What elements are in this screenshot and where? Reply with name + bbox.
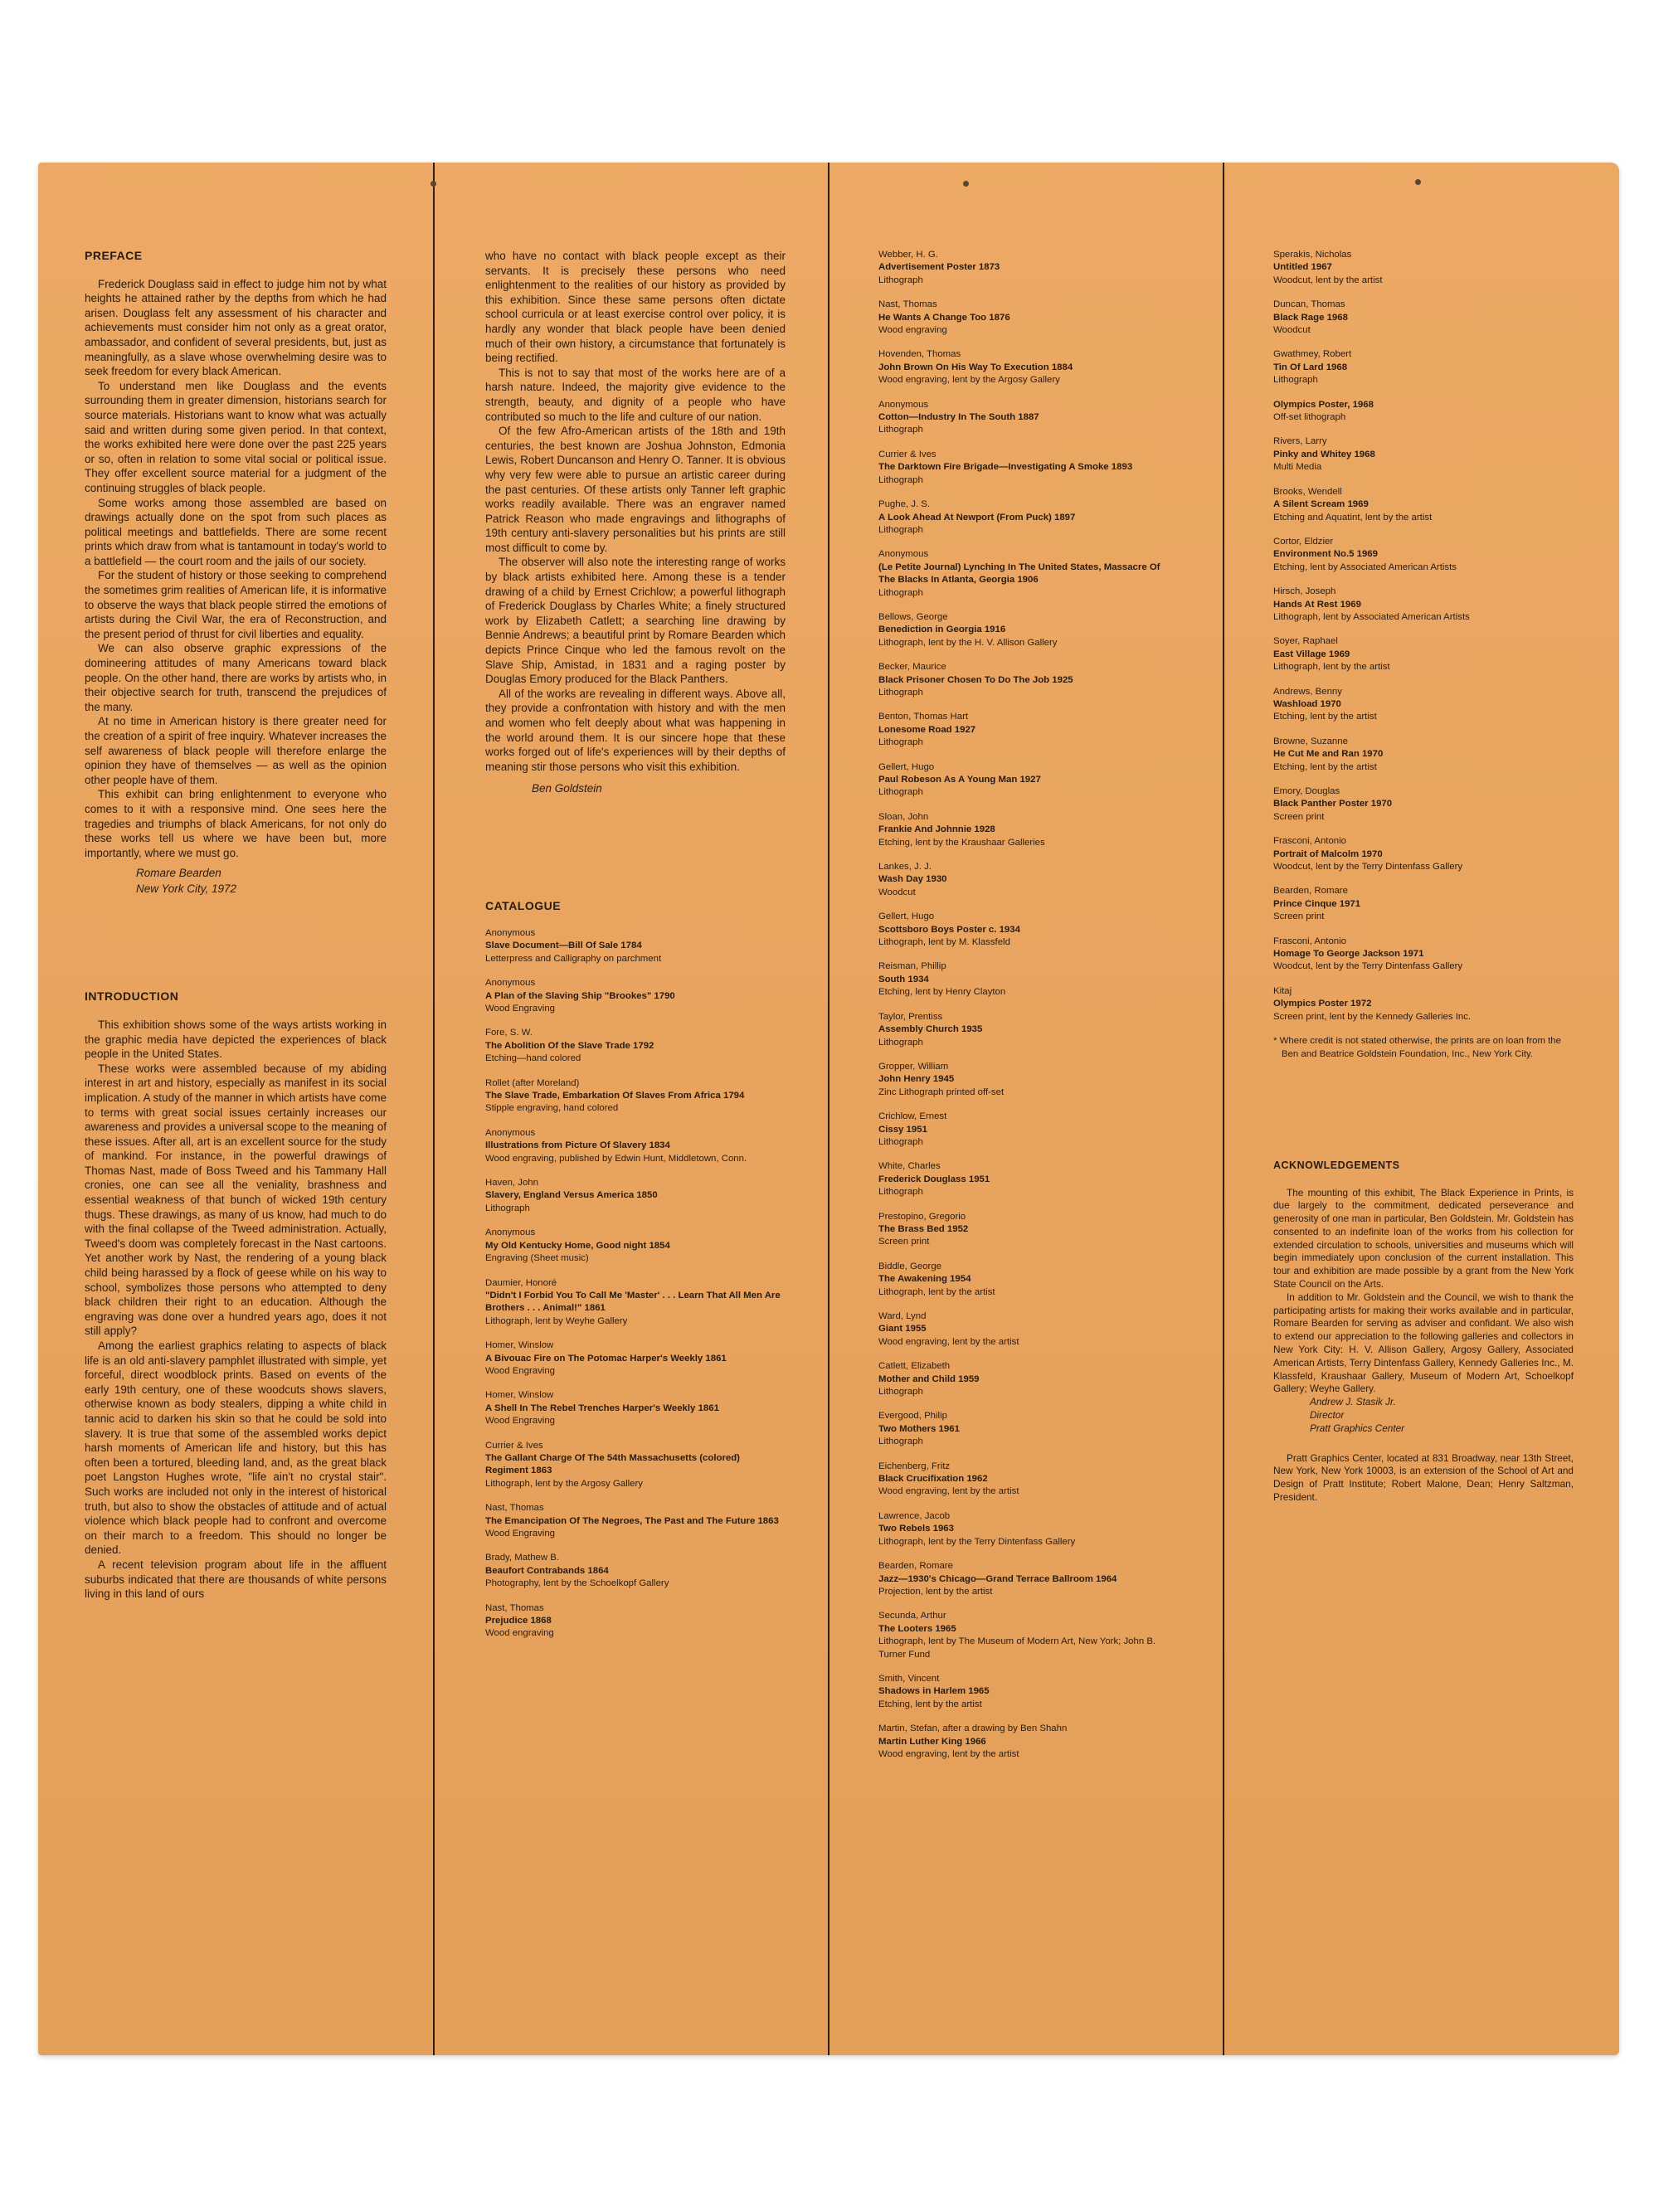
catalogue-entry: [1273, 736, 1574, 774]
catalogue-entry: [878, 711, 1177, 749]
entry-title: John Brown On His Way To Execution 1884: [878, 362, 1073, 372]
introduction-paragraph: These works were assembled because of my abiding interest in art and history, especially as manifest in its social implication. A study of the manner in which artists have come to terms with great social issues certainly increases our awareness and provides a universal scope to the meaning of these issues. After all, art is an excellent source for the study of mankind. For instance, in the powerful drawings of Thomas Nast, made of Boss Tweed and his Tammany Hall cronies, one can see all the veniality, brashness and essential weakness of that bunch of wicked 19th century thugs. These drawings, as many of us know, had much to do with the final collapse of the Tweed administration. Actually, Tweed's doom was completely forecast in the Nast cartoons. Yet another work by Nast, the rendering of a young black child being harassed by a flock of geese while on his way to school, symbolizes those persons who attempted to deny black children their right to an education. Although the engraving was done over a hundred years ago, does it not still apply?: [85, 1062, 387, 1338]
entry-medium: Lithograph: [878, 425, 923, 435]
entry-artist: Webber, H. G.: [878, 250, 938, 260]
entry-medium: Lithograph: [878, 787, 923, 798]
entry-medium: Stipple engraving, hand colored: [485, 1103, 619, 1114]
catalogue-entry: [1273, 586, 1574, 624]
entry-artist: Eichenberg, Fritz: [878, 1461, 951, 1471]
entry-artist: Reisman, Phillip: [878, 961, 946, 972]
catalogue-entry: [485, 927, 786, 965]
pin-hole: [431, 181, 436, 187]
entry-medium: Lithograph, lent by M. Klassfeld: [878, 937, 1010, 948]
entry-title: He Cut Me and Ran 1970: [1273, 749, 1384, 760]
entry-title: My Old Kentucky Home, Good night 1854: [485, 1240, 670, 1251]
entry-artist: Sloan, John: [878, 811, 929, 822]
catalogue-entry: [878, 761, 1177, 800]
entry-artist: Lankes, J. J.: [878, 862, 932, 873]
essay-signature: Ben Goldstein: [532, 782, 602, 795]
entry-title: Giant 1955: [878, 1324, 927, 1334]
catalogue-entry: [878, 1510, 1177, 1548]
catalogue-entry: [878, 960, 1177, 999]
catalogue-entry: [878, 1111, 1177, 1149]
entry-artist: Currier & Ives: [485, 1440, 543, 1451]
entry-artist: Fore, S. W.: [485, 1028, 533, 1038]
entry-artist: Biddle, George: [878, 1261, 941, 1271]
column-2: [485, 249, 786, 1652]
catalogue-list-2: [878, 249, 1177, 1761]
entry-title: Prince Cinque 1971: [1273, 898, 1361, 909]
entry-artist: Frasconi, Antonio: [1273, 836, 1347, 847]
entry-title: "Didn't I Forbid You To Call Me 'Master' . . . Learn That All Men Are Brothers . . . Animal!" 1861: [485, 1290, 781, 1314]
entry-medium: Lithograph, lent by the artist: [878, 1286, 995, 1297]
acknowledgements-heading: ACKNOWLEDGEMENTS: [1273, 1159, 1400, 1171]
entry-title: A Bivouac Fire on The Potomac Harper's Weekly 1861: [485, 1353, 727, 1364]
entry-artist: Pughe, J. S.: [878, 499, 931, 510]
catalogue-entry: [1273, 399, 1574, 425]
entry-title: Two Mothers 1961: [878, 1423, 960, 1434]
entry-title: The Slave Trade, Embarkation Of Slaves From Africa 1794: [485, 1091, 745, 1101]
entry-medium: Etching, lent by Associated American Artists: [1273, 562, 1457, 572]
essay-paragraph: Of the few Afro-American artists of the 18th and 19th centuries, the best known are Joshua Johnston, Edmonia Lewis, Robert Duncanson and Henry O. Tanner. It is obvious why very few were able to pursue an artistic career during the past centuries. Of these artists only Tanner left graphic works readily available. There was an engraver named Patrick Reason who made engravings and lithographs of 19th century anti-slavery personalities but his prints are still most difficult to come by.: [485, 425, 786, 554]
entry-artist: Rivers, Larry: [1273, 436, 1327, 447]
catalogue-entry: [485, 1602, 786, 1641]
catalogue-list-1: [485, 927, 786, 1641]
catalogue-entry: [485, 1502, 786, 1540]
preface-signature: [136, 865, 387, 897]
catalogue-entry: [1273, 486, 1574, 524]
entry-title: Prejudice 1868: [485, 1616, 552, 1626]
entry-title: (Le Petite Journal) Lynching In The United States, Massacre Of The Blacks In Atlanta, Georgia 1906: [878, 562, 1160, 586]
entry-artist: Taylor, Prentiss: [878, 1011, 943, 1022]
catalogue-entry: [878, 1560, 1177, 1598]
catalogue-entry: [485, 1177, 786, 1215]
entry-artist: Gwathmey, Robert: [1273, 349, 1352, 360]
entry-artist: Anonymous: [485, 1228, 536, 1238]
entry-title: The Abolition Of the Slave Trade 1792: [485, 1040, 654, 1051]
entry-title: The Awakening 1954: [878, 1274, 971, 1285]
entry-artist: Anonymous: [878, 549, 929, 560]
catalogue-entry: [1273, 249, 1574, 287]
entry-title: Homage To George Jackson 1971: [1273, 949, 1424, 960]
column-3: [878, 249, 1177, 1772]
entry-medium: Etching, lent by the artist: [878, 1699, 982, 1709]
catalogue-entry: [485, 1027, 786, 1065]
entry-artist: Smith, Vincent: [878, 1673, 940, 1684]
acknowledgements-paragraph: In addition to Mr. Goldstein and the Council, we wish to thank the participating artists for making their works available and in particular, Romare Bearden for serving as adviser and confidant. We also wish to extend our appreciation to the following galleries and collectors in New York City: H. V. Allison Gallery, Argosy Gallery, Associated American Artists, Terry Dintenfass Gallery, Kennedy Galleries Inc., M. Klassfeld, Kraushaar Gallery, Museum of Modern Art, Schoelkopf Gallery; Weyhe Gallery.: [1273, 1291, 1574, 1395]
entry-medium: Etching, lent by the artist: [1273, 712, 1377, 722]
entry-medium: Etching—hand colored: [485, 1053, 581, 1064]
entry-artist: Anonymous: [485, 1127, 536, 1138]
catalogue-entry: [878, 1610, 1177, 1661]
catalogue-entry: [878, 1461, 1177, 1499]
catalogue-entry: [1273, 299, 1574, 337]
catalogue-entry: [878, 1310, 1177, 1349]
entry-medium: Wood engraving, lent by the Argosy Gallery: [878, 375, 1060, 386]
entry-medium: Lithograph, lent by The Museum of Modern Art, New York; John B. Turner Fund: [878, 1636, 1156, 1660]
entry-title: Advertisement Poster 1873: [878, 262, 1000, 273]
entry-title: Hands At Rest 1969: [1273, 599, 1361, 610]
entry-title: A Look Ahead At Newport (From Puck) 1897: [878, 512, 1076, 523]
pin-hole: [1415, 179, 1421, 185]
entry-artist: Emory, Douglas: [1273, 786, 1340, 796]
catalogue-entry: [1273, 348, 1574, 386]
entry-artist: Currier & Ives: [878, 449, 937, 459]
entry-medium: Wood engraving, published by Edwin Hunt, Middletown, Conn.: [485, 1153, 747, 1164]
entry-title: Cotton—Industry In The South 1887: [878, 412, 1039, 423]
catalogue-entry: [878, 299, 1177, 337]
catalogue-entry: [485, 1440, 786, 1491]
catalogue-entry: [878, 1673, 1177, 1711]
preface-paragraph: At no time in American history is there greater need for the creation of a spirit of free inquiry. Whatever increases the self awareness of black people will therefore enlarge the opinion they have of themselves — as well as the opinion other people have of them.: [85, 715, 387, 786]
entry-medium: Lithograph, lent by the Terry Dintenfass Gallery: [878, 1536, 1076, 1547]
entry-title: Assembly Church 1935: [878, 1024, 983, 1035]
entry-artist: Browne, Suzanne: [1273, 736, 1348, 746]
essay-continuation: [485, 249, 786, 774]
entry-artist: Nast, Thomas: [485, 1503, 544, 1514]
entry-title: The Darktown Fire Brigade—Investigating A Smoke 1893: [878, 462, 1133, 473]
entry-artist: Lawrence, Jacob: [878, 1510, 951, 1521]
entry-artist: Haven, John: [485, 1178, 538, 1189]
entry-artist: Crichlow, Ernest: [878, 1111, 947, 1122]
entry-artist: Homer, Winslow: [485, 1390, 554, 1401]
catalogue-entry: [878, 911, 1177, 949]
entry-medium: Wood engraving: [485, 1628, 554, 1639]
entry-medium: Lithograph: [878, 524, 923, 535]
catalogue-entry: [878, 661, 1177, 699]
entry-artist: Anonymous: [878, 399, 929, 410]
entry-artist: Brady, Mathew B.: [485, 1553, 560, 1563]
entry-medium: Lithograph, lent by the H. V. Allison Gallery: [878, 637, 1058, 648]
entry-title: Wash Day 1930: [878, 874, 947, 885]
entry-medium: Lithograph: [878, 1037, 923, 1048]
entry-medium: Wood engraving, lent by the artist: [878, 1336, 1019, 1347]
entry-artist: Sperakis, Nicholas: [1273, 250, 1352, 260]
entry-title: Black Rage 1968: [1273, 312, 1348, 323]
catalogue-entry: [485, 1552, 786, 1590]
entry-medium: Photography, lent by the Schoelkopf Gallery: [485, 1578, 669, 1589]
entry-artist: Duncan, Thomas: [1273, 299, 1345, 310]
column-1: [85, 249, 387, 1602]
catalogue-entry: [878, 498, 1177, 537]
entry-title: Portrait of Malcolm 1970: [1273, 848, 1383, 859]
entry-title: Slavery, England Versus America 1850: [485, 1190, 658, 1201]
entry-title: The Brass Bed 1952: [878, 1223, 969, 1234]
entry-medium: Woodcut, lent by the Terry Dintenfass Gallery: [1273, 862, 1463, 873]
entry-title: Martin Luther King 1966: [878, 1736, 986, 1747]
entry-medium: Lithograph: [878, 687, 923, 698]
entry-medium: Screen print, lent by the Kennedy Galleries Inc.: [1273, 1011, 1472, 1022]
entry-title: Pinky and Whitey 1968: [1273, 449, 1375, 459]
entry-title: Untitled 1967: [1273, 262, 1332, 273]
entry-title: Jazz—1930's Chicago—Grand Terrace Ballroom 1964: [878, 1573, 1117, 1584]
catalogue-entry: [1273, 635, 1574, 673]
introduction-paragraph: This exhibition shows some of the ways artists working in the graphic media have depicted the experiences of black people in the United States.: [85, 1018, 387, 1061]
director-signature: [1310, 1396, 1574, 1435]
catalogue-entry: [878, 1011, 1177, 1049]
entry-artist: Andrews, Benny: [1273, 686, 1342, 697]
entry-artist: Brooks, Wendell: [1273, 486, 1342, 497]
entry-title: Lonesome Road 1927: [878, 724, 976, 735]
entry-medium: Woodcut: [1273, 325, 1311, 336]
entry-title: Mother and Child 1959: [878, 1373, 980, 1384]
entry-medium: Lithograph, lent by the Argosy Gallery: [485, 1478, 643, 1489]
entry-medium: Lithograph: [878, 1437, 923, 1447]
catalogue-entry: [485, 1227, 786, 1265]
entry-artist: Hovenden, Thomas: [878, 349, 961, 360]
entry-artist: Anonymous: [485, 927, 536, 938]
catalogue-entry: [1273, 985, 1574, 1023]
entry-medium: Letterpress and Calligraphy on parchment: [485, 953, 662, 964]
entry-title: The Gallant Charge Of The 54th Massachusetts (colored) Regiment 1863: [485, 1452, 740, 1476]
catalogue-entry: [878, 1061, 1177, 1099]
entry-artist: Evergood, Philip: [878, 1411, 947, 1422]
entry-medium: Etching and Aquatint, lent by the artist: [1273, 512, 1433, 523]
entry-artist: Catlett, Elizabeth: [878, 1361, 951, 1372]
entry-title: Shadows in Harlem 1965: [878, 1686, 990, 1697]
entry-title: Washload 1970: [1273, 698, 1341, 709]
entry-artist: Gellert, Hugo: [878, 912, 935, 922]
catalogue-entry: [485, 1339, 786, 1378]
entry-title: Environment No.5 1969: [1273, 549, 1378, 560]
preface-heading: PREFACE: [85, 249, 143, 262]
entry-medium: Lithograph, lent by Associated American Artists: [1273, 611, 1470, 622]
catalogue-entry: [878, 548, 1177, 600]
entry-artist: Daumier, Honoré: [485, 1277, 557, 1288]
entry-medium: Lithograph: [878, 474, 923, 485]
entry-artist: Bearden, Romare: [1273, 886, 1348, 897]
catalogue-entry: [1273, 785, 1574, 824]
entry-title: The Emancipation Of The Negroes, The Past and The Future 1863: [485, 1515, 779, 1526]
entry-artist: Benton, Thomas Hart: [878, 712, 969, 722]
catalogue-entry: [1273, 885, 1574, 923]
catalogue-entry: [878, 348, 1177, 386]
column-4: [1273, 249, 1574, 1505]
introduction-paragraph: A recent television program about life in the affluent suburbs indicated that there are thousands of white persons living in this land of ours: [85, 1558, 387, 1601]
entry-title: Olympics Poster, 1968: [1273, 399, 1374, 410]
catalogue-entry: [878, 249, 1177, 287]
entry-title: Black Panther Poster 1970: [1273, 799, 1393, 809]
entry-medium: Projection, lent by the artist: [878, 1586, 993, 1597]
entry-artist: Cortor, Eldzier: [1273, 536, 1334, 547]
catalogue-heading: CATALOGUE: [485, 899, 562, 913]
entry-title: East Village 1969: [1273, 649, 1350, 659]
entry-title: Benediction in Georgia 1916: [878, 625, 1006, 635]
entry-title: Scottsboro Boys Poster c. 1934: [878, 924, 1020, 935]
catalogue-entry: [1273, 686, 1574, 724]
entry-medium: Off-set lithograph: [1273, 412, 1346, 423]
entry-medium: Engraving (Sheet music): [485, 1253, 589, 1264]
entry-medium: Lithograph: [878, 1387, 923, 1398]
entry-medium: Lithograph, lent by Weyhe Gallery: [485, 1315, 628, 1326]
preface-paragraph: Some works among those assembled are based on drawings actually done on the spot from such places as political meetings and battlefields. There are some recent prints which draw from what is tantamount in today's world to a battlefield — the court room and the jails of our society.: [85, 496, 387, 567]
preface-paragraph: Frederick Douglass said in effect to judge him not by what heights he attained rather by the depths from which he had arisen. Douglass felt any assessment of his character and achievements must consider him not only as a great orator, ambassador, and confident of several presidents, but, just as meaningfully, as a slave whose overwhelming desire was to seek freedom for every black American.: [85, 277, 387, 378]
signature-place: New York City, 1972: [136, 882, 237, 896]
catalogue-entry: [1273, 536, 1574, 574]
catalogue-entry: [878, 1261, 1177, 1299]
entry-artist: Secunda, Arthur: [878, 1611, 946, 1621]
catalogue-entry: [878, 1360, 1177, 1398]
entry-artist: Nast, Thomas: [878, 299, 937, 310]
essay-paragraph: The observer will also note the interesting range of works by black artists exhibited here. Among these is a tender drawing of a child by Ernest Crichlow; a powerful lithograph of Frederick Douglass by Charles White; a finely structured work by Elizabeth Catlett; a searching line drawing by Bennie Andrews; a beautiful print by Romare Bearden which depicts Prince Cinque who led the famous revolt on the Slave Ship, Amistad, in 1831 and a raging poster by Douglas Emory produced for the Black Panthers.: [485, 556, 786, 686]
entry-artist: Soyer, Raphael: [1273, 636, 1338, 647]
entry-artist: Nast, Thomas: [485, 1602, 544, 1613]
signature-name: Romare Bearden: [136, 867, 221, 880]
director-organization: Pratt Graphics Center: [1310, 1422, 1405, 1434]
catalogue-entry: [878, 1160, 1177, 1198]
entry-medium: Screen print: [1273, 811, 1325, 822]
catalogue-list-3: [1273, 249, 1574, 1023]
entry-title: Beaufort Contrabands 1864: [485, 1565, 609, 1576]
entry-artist: White, Charles: [878, 1161, 941, 1172]
entry-artist: Homer, Winslow: [485, 1340, 554, 1351]
catalogue-entry: [878, 1211, 1177, 1249]
loan-footnote: * Where credit is not stated otherwise, the prints are on loan from the Ben and Beatrice Goldstein Foundation, Inc., New York City.: [1273, 1036, 1561, 1059]
entry-title: Olympics Poster 1972: [1273, 999, 1372, 1009]
entry-medium: Wood Engraving: [485, 1004, 556, 1014]
entry-title: Black Crucifixation 1962: [878, 1474, 988, 1485]
entry-medium: Wood engraving: [878, 325, 947, 336]
catalogue-entry: [485, 1389, 786, 1427]
entry-title: Frankie And Johnnie 1928: [878, 824, 995, 835]
entry-title: Black Prisoner Chosen To Do The Job 1925: [878, 674, 1073, 685]
acknowledgements-body: [1273, 1187, 1574, 1505]
introduction-paragraph: Among the earliest graphics relating to aspects of black life is an old anti-slavery pamphlet illustrated with simple, yet forceful, direct woodblock prints. Based on events of the early 19th century, one of these woodcuts shows slavers, otherwise known as body stealers, dipping a white child in tannic acid to darken his skin so that he could be sold into slavery. It is true that some of the assembled works depict harsh moments of American life and history, but this has often been a tortured, bleeding land, and, as the great black poet Langston Hughes wrote, "life ain't no crystal stair". Such works are included not only in the interest of historical truth, but also to show the obstacles of attitude and of actual violence which black people had to confront and overcome on their march to a freedom. This should no longer be denied.: [85, 1339, 387, 1557]
entry-medium: Lithograph: [1273, 375, 1318, 386]
pin-hole: [963, 181, 969, 187]
entry-artist: Ward, Lynd: [878, 1311, 927, 1321]
entry-medium: Etching, lent by the artist: [1273, 761, 1377, 772]
catalogue-entry: [878, 399, 1177, 437]
catalogue-entry: [485, 1127, 786, 1165]
column-divider: [433, 163, 435, 2055]
entry-medium: Multi Media: [1273, 462, 1322, 473]
catalogue-entry: [1273, 936, 1574, 974]
entry-medium: Lithograph: [878, 275, 923, 285]
entry-title: Paul Robeson As A Young Man 1927: [878, 775, 1041, 785]
entry-medium: Lithograph, lent by the artist: [1273, 662, 1390, 673]
entry-medium: Wood Engraving: [485, 1529, 556, 1539]
entry-title: Slave Document—Bill Of Sale 1784: [485, 941, 642, 951]
entry-artist: Prestopino, Gregorio: [878, 1211, 966, 1222]
column-divider: [1223, 163, 1224, 2055]
pratt-closing-note: Pratt Graphics Center, located at 831 Broadway, near 13th Street, New York, New York 10003, is an extension of the School of Art and Design of Pratt Institute; Robert Malone, Dean; Henry Saltzman, President.: [1273, 1451, 1574, 1504]
entry-medium: Etching, lent by Henry Clayton: [878, 987, 1006, 998]
preface-paragraph: For the student of history or those seeking to comprehend the sometimes grim realities of American life, it is informative to observe the ways that black people stirred the emotions of artists during the Civil War, the era of Reconstruction, and the present period of thrust for civil liberties and equality.: [85, 569, 387, 640]
essay-paragraph: who have no contact with black people except as their servants. It is precisely these persons who need enlightenment to the realities of our history as provided by this exhibition. Since these same persons often dictate school curricula or at least exercise control over policy, it is hardly any wonder that black people have been denied much of their own history, a circumstance that fortunately is being rectified.: [485, 250, 786, 365]
entry-artist: Frasconi, Antonio: [1273, 936, 1347, 946]
entry-medium: Wood Engraving: [485, 1416, 556, 1427]
catalogue-entry: [1273, 435, 1574, 474]
preface-paragraph: This exhibit can bring enlightenment to everyone who comes to it with a responsive mind. One sees here the tragedies and triumphs of black Americans, for not only do these works tell us where we have been but, more importantly, where we must go.: [85, 788, 387, 859]
entry-medium: Woodcut, lent by the Terry Dintenfass Gallery: [1273, 961, 1463, 972]
essay-paragraph: This is not to say that most of the works here are of a harsh nature. Indeed, the majority give evidence to the strength, beauty, and dignity of a people who have contributed so much to the life and culture of our nation.: [485, 366, 786, 423]
catalogue-entry: [878, 611, 1177, 649]
catalogue-entry: [485, 1077, 786, 1116]
introduction-heading: INTRODUCTION: [85, 989, 179, 1004]
director-name: Andrew J. Stasik Jr.: [1310, 1396, 1396, 1408]
entry-artist: Anonymous: [485, 978, 536, 989]
essay-paragraph: All of the works are revealing in different ways. Above all, they provide a confrontation with history and with the men and women who felt deeply about what was happening in the world around them. It is our sincere hope that these works forged out of life's experiences will by their depths of meaning stir those persons who visit this exhibition.: [485, 687, 786, 773]
entry-medium: Zinc Lithograph printed off-set: [878, 1087, 1005, 1097]
entry-title: The Looters 1965: [878, 1623, 956, 1634]
entry-title: Cissy 1951: [878, 1124, 927, 1135]
entry-title: Frederick Douglass 1951: [878, 1174, 990, 1184]
preface-paragraph: To understand men like Douglass and the events surrounding them in greater dimension, historians search for source materials. Historians want to know what was actually said and written during some given period. In that context, the works exhibited here were done over the past 225 years or so, often in relation to some vital social or political issue. They offer excellent source material for a judgment of the continuing struggles of black people.: [85, 379, 387, 494]
entry-title: John Henry 1945: [878, 1074, 955, 1085]
introduction-body: [85, 1018, 387, 1602]
entry-artist: Martin, Stefan, after a drawing by Ben Shahn: [878, 1723, 1068, 1734]
entry-medium: Etching, lent by the Kraushaar Galleries: [878, 837, 1045, 848]
entry-title: A Plan of the Slaving Ship "Brookes" 1790: [485, 990, 675, 1001]
entry-medium: Lithograph: [878, 587, 923, 598]
entry-medium: Wood engraving, lent by the artist: [878, 1748, 1019, 1759]
entry-medium: Lithograph: [878, 1187, 923, 1198]
entry-medium: Wood Engraving: [485, 1365, 556, 1376]
entry-medium: Lithograph: [878, 737, 923, 748]
entry-title: He Wants A Change Too 1876: [878, 312, 1010, 323]
entry-title: A Shell In The Rebel Trenches Harper's Weekly 1861: [485, 1403, 719, 1413]
catalogue-entry: [485, 1277, 786, 1329]
preface-body: [85, 277, 387, 861]
entry-title: A Silent Scream 1969: [1273, 499, 1369, 510]
entry-artist: Bearden, Romare: [878, 1561, 953, 1572]
catalogue-entry: [485, 977, 786, 1015]
catalogue-entry: [878, 1410, 1177, 1448]
entry-medium: Woodcut: [878, 887, 916, 897]
entry-title: South 1934: [878, 974, 929, 984]
entry-medium: Lithograph: [485, 1203, 530, 1213]
entry-artist: Gropper, William: [878, 1061, 949, 1072]
entry-artist: Kitaj: [1273, 985, 1292, 996]
director-title: Director: [1310, 1409, 1345, 1422]
entry-medium: Screen print: [1273, 912, 1325, 922]
entry-medium: Wood engraving, lent by the artist: [878, 1486, 1019, 1497]
entry-artist: Becker, Maurice: [878, 662, 946, 673]
catalogue-entry: [878, 861, 1177, 899]
column-divider: [828, 163, 830, 2055]
preface-paragraph: We can also observe graphic expressions of the domineering attitudes of many Americans toward black people. On the other hand, there are works by artists who, in their objective search for truth, transcend the prejudices of the many.: [85, 642, 387, 713]
catalogue-entry: [878, 449, 1177, 487]
catalogue-entry: [878, 1723, 1177, 1761]
entry-medium: Screen print: [878, 1237, 930, 1247]
entry-artist: Rollet (after Moreland): [485, 1077, 580, 1088]
entry-title: Two Rebels 1963: [878, 1524, 954, 1534]
acknowledgements-paragraph: The mounting of this exhibit, The Black Experience in Prints, is due largely to the commitment, dedicated perseverance and generosity of one man in particular, Ben Goldstein. Mr. Goldstein has consented to an indefinite loan of the works from his collection for extended circulation to schools, universities and museums which will begin immediately upon conclusion of the current installation. This tour and exhibition are made possible by a grant from the New York State Council on the Arts.: [1273, 1186, 1574, 1291]
entry-medium: Woodcut, lent by the artist: [1273, 275, 1383, 285]
entry-artist: Gellert, Hugo: [878, 761, 935, 772]
entry-medium: Lithograph: [878, 1136, 923, 1147]
catalogue-entry: [878, 811, 1177, 849]
exhibition-poster: [38, 163, 1619, 2055]
entry-title: Tin Of Lard 1968: [1273, 362, 1348, 372]
entry-title: Illustrations from Picture Of Slavery 1834: [485, 1140, 670, 1151]
catalogue-entry: [1273, 835, 1574, 873]
entry-artist: Hirsch, Joseph: [1273, 586, 1336, 597]
entry-artist: Bellows, George: [878, 611, 948, 622]
